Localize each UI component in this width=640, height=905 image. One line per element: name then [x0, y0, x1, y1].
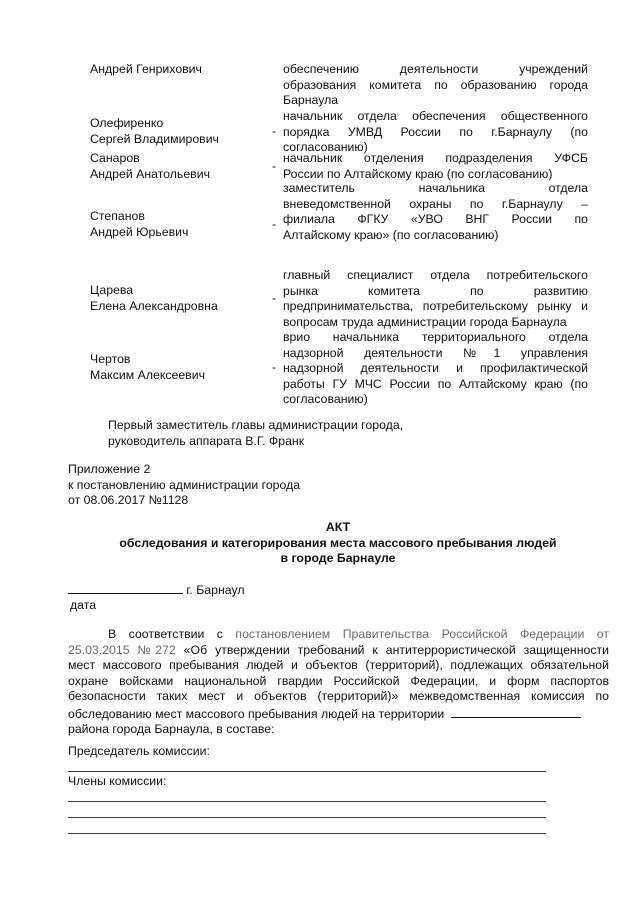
chair-signature-line — [68, 771, 546, 772]
decree-date-link[interactable]: 25.03.2015 №272 — [68, 642, 176, 657]
district-blank-line — [451, 705, 581, 718]
paragraph-line: охране войсками национальной гвардии Российской Федерации, и форм паспортов — [68, 673, 609, 688]
member-signature-line — [68, 817, 546, 818]
act-title: АКТ обследования и категорирования места массового пребывания людей в городе Барнауле — [119, 520, 557, 565]
member-dash: - — [272, 159, 277, 173]
member-role: главный специалист отдела потребительского рынка комитета по развитию предпринимательства, потребительскому рынку и вопросам труда администрации города Барнаула — [283, 268, 588, 329]
member-dash: - — [272, 217, 277, 231]
signature-block: Первый заместитель главы администрации города, руководитель аппарата В.Г. Франк — [108, 418, 404, 448]
chair-label: Председатель комиссии: — [68, 744, 210, 758]
member-role: начальник отдела обеспечения общественного порядка УМВД России по г.Барнаулу (по согласованию) — [283, 109, 588, 154]
paragraph-line: района города Барнаула, в составе: — [68, 722, 275, 736]
decree-link[interactable]: постановлением Правительства Российской Федерации от — [235, 627, 610, 641]
member-signature-line — [68, 833, 546, 834]
paragraph-line: В соответствии с постановлением Правительства Российской Федерации от — [108, 627, 610, 641]
date-row — [68, 580, 368, 599]
member-role: заместитель начальника отдела вневедомственной охраны по г.Барнаулу – филиала ФГКУ «УВО ВНГ России по Алтайскому краю» (по согласованию) — [283, 181, 588, 242]
member-name: Андрей Генрихович — [90, 62, 202, 76]
members-label: Члены комиссии: — [68, 774, 167, 788]
member-role: врио начальника территориального отдела надзорной деятельности №1 управления надзорной деятельности и профилактической работы ГУ МЧС России по Алтайскому краю (по согласованию) — [283, 330, 588, 406]
member-role: начальник отделения подразделения УФСБ России по Алтайскому краю (по согласованию) — [283, 151, 588, 181]
act-paragraph — [68, 627, 609, 738]
paragraph-line: безопасности таких мест и объектов (территорий)» межведомственная комиссия по — [68, 689, 609, 703]
member-name: Олефиренко Сергей Владимирович — [90, 116, 219, 146]
paragraph-line: мест массового пребывания людей и объектов (территорий), подлежащих обязательной — [68, 658, 609, 672]
member-signature-line — [68, 801, 546, 802]
member-name: Степанов Андрей Юрьевич — [90, 209, 189, 239]
member-name: Царева Елена Александровна — [90, 283, 218, 313]
member-name: Чертов Максим Алексеевич — [90, 352, 205, 382]
member-name: Санаров Андрей Анатольевич — [90, 151, 210, 181]
member-dash: - — [272, 360, 277, 374]
date-caption: дата — [70, 598, 97, 612]
city-label: г. Барнаул — [186, 583, 245, 597]
member-role: обеспечению деятельности учреждений образования комитета по образованию города Барнаула — [283, 62, 588, 107]
paragraph-line: 25.03.2015 №272 «Об утверждении требований к антитеррористической защищенности — [68, 642, 609, 657]
member-dash: - — [272, 291, 277, 305]
date-blank-line — [68, 580, 183, 594]
paragraph-line: обследованию мест массового пребывания людей на территории — [68, 705, 609, 723]
member-dash: - — [272, 124, 277, 138]
appendix-header: Приложение 2 к постановлению администрации города от 08.06.2017 №1128 — [68, 462, 301, 507]
